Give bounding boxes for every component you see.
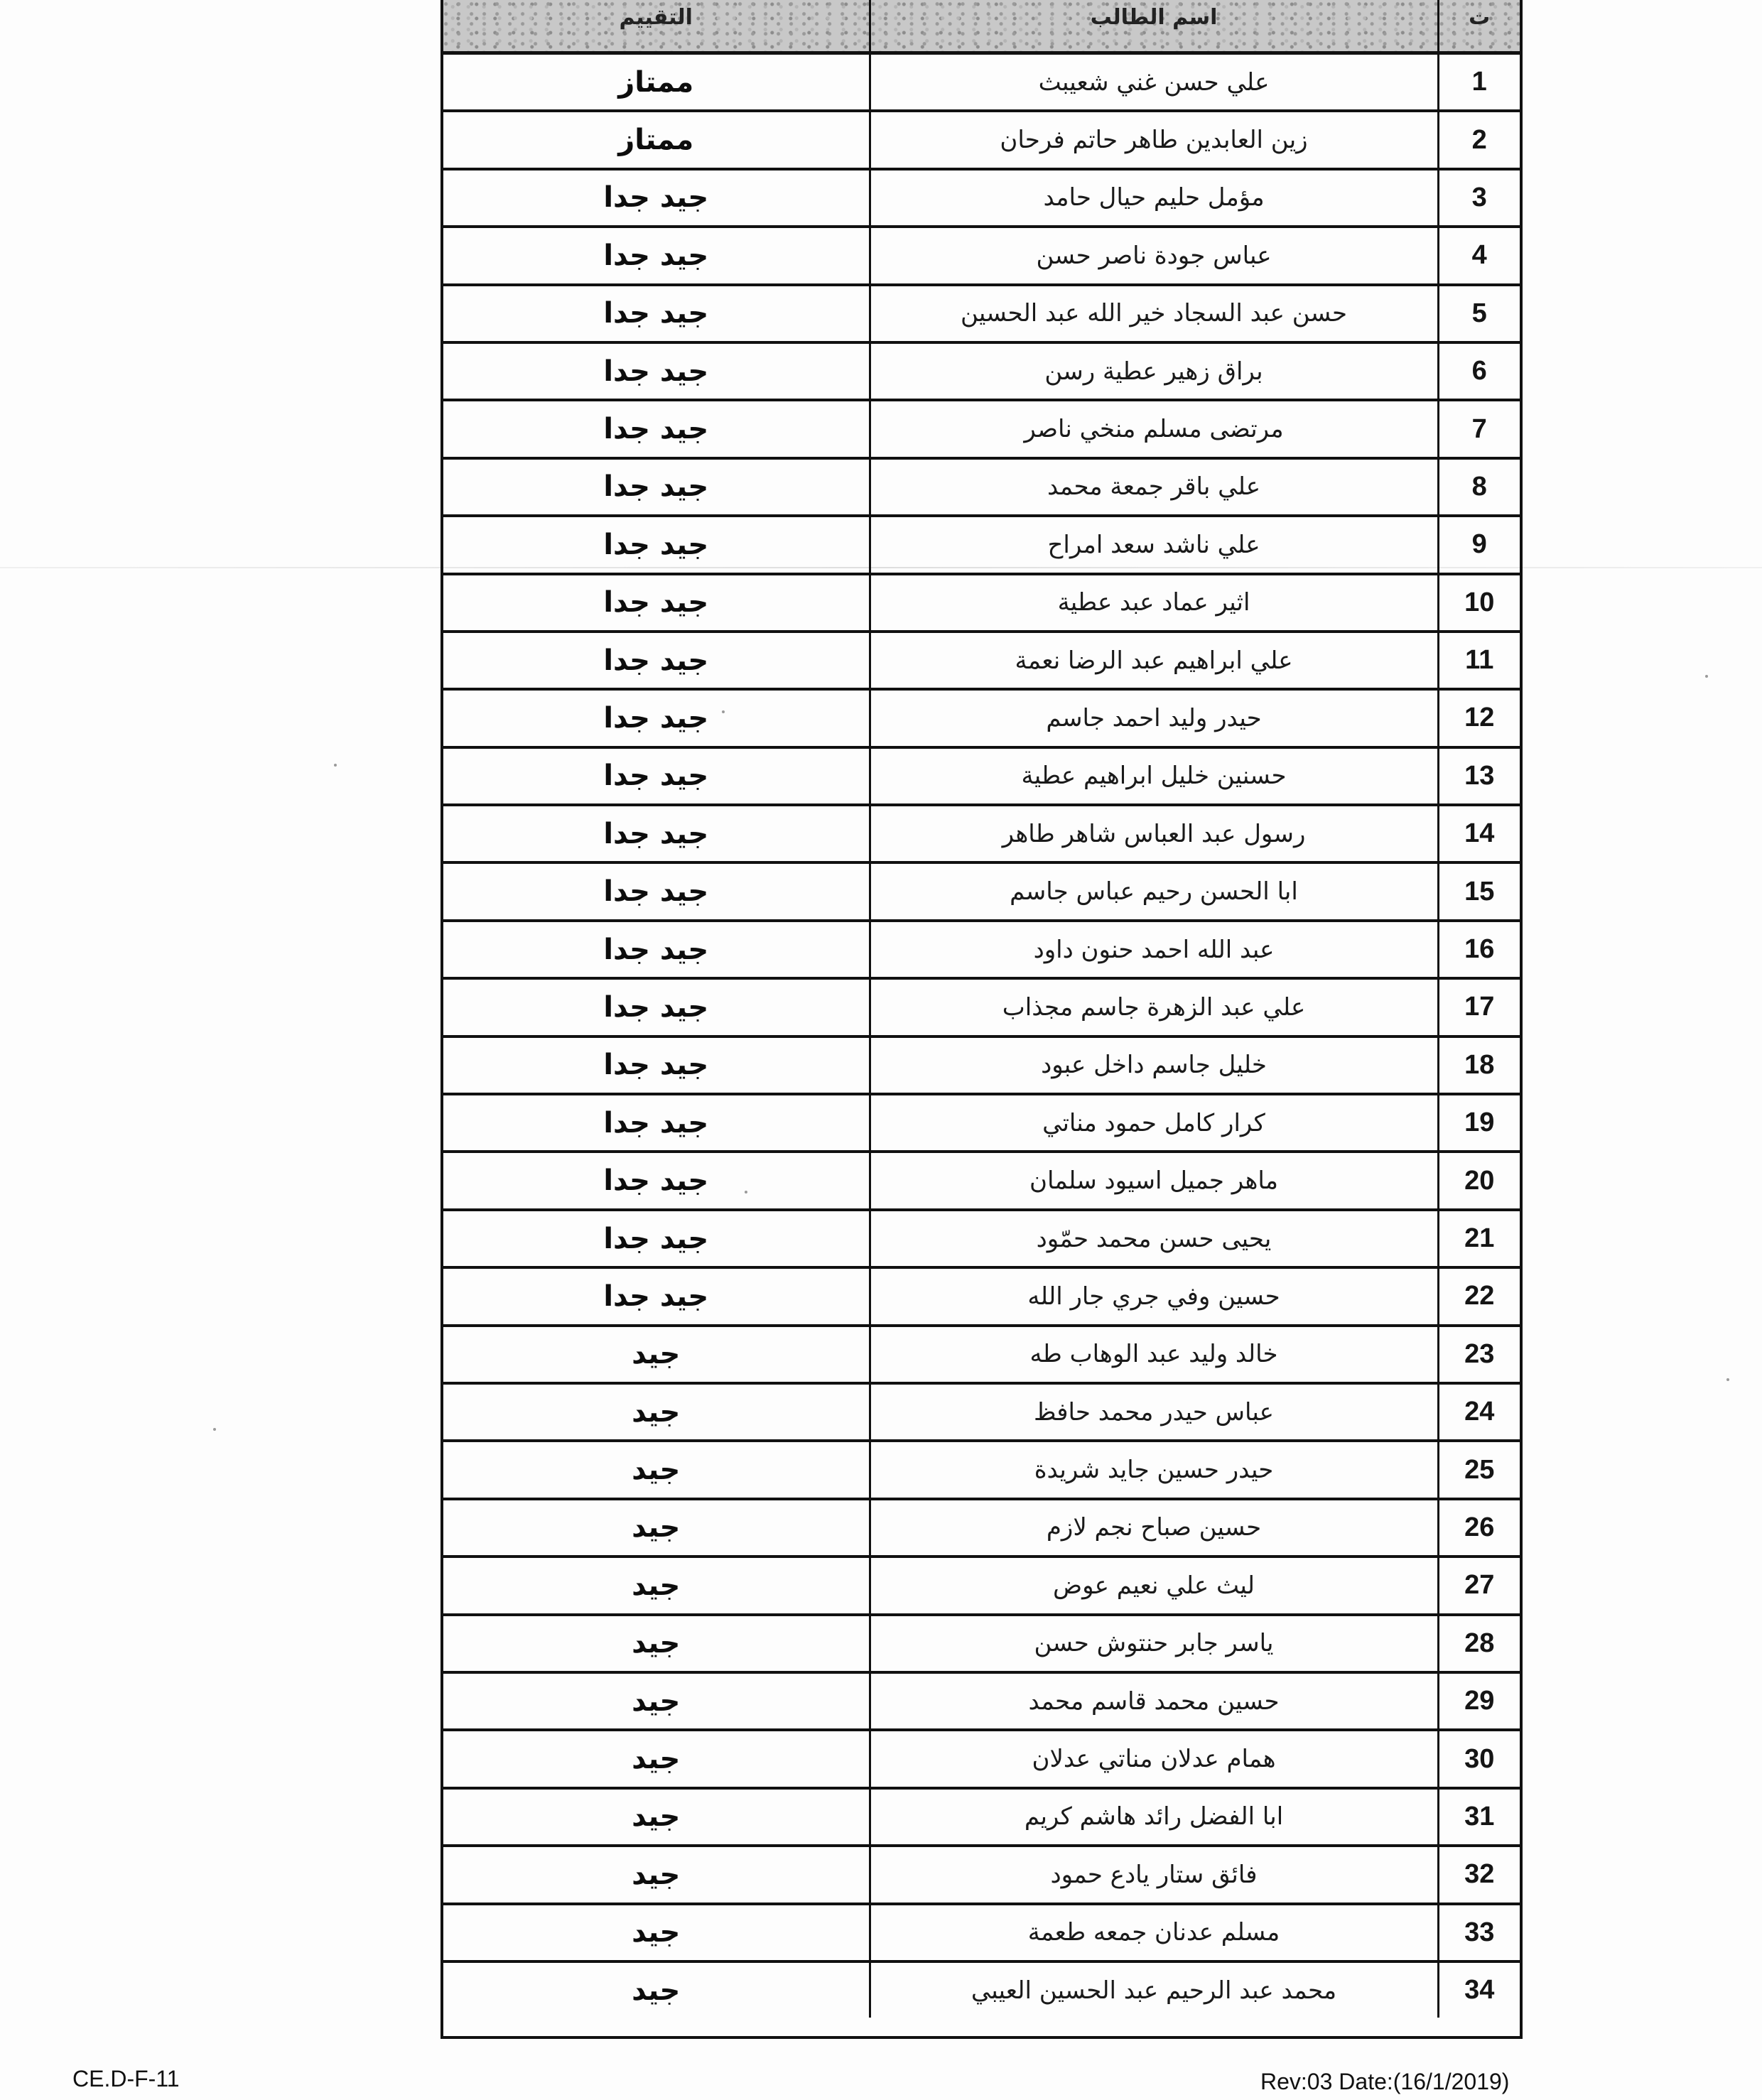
table-row xyxy=(443,1846,1520,1903)
table-row xyxy=(443,978,1520,1036)
row-number: 16 xyxy=(1438,921,1520,978)
row-number: 29 xyxy=(1438,1672,1520,1730)
student-name: كرار كامل حمود مناتي xyxy=(870,1094,1438,1152)
student-name: ليث علي نعيم عوض xyxy=(870,1557,1438,1614)
student-grade: جيد جدا xyxy=(443,978,870,1036)
student-grade: جيد جدا xyxy=(443,632,870,689)
table-row xyxy=(443,1961,1520,2018)
header-name: اسم الطالب xyxy=(870,0,1438,53)
header-grade: التقييم xyxy=(443,0,870,53)
scan-speck xyxy=(334,764,337,767)
student-name: اثير عماد عبد عطية xyxy=(870,574,1438,632)
student-grade: جيد xyxy=(443,1557,870,1614)
student-name: خالد وليد عبد الوهاب طه xyxy=(870,1326,1438,1383)
student-grade: ممتاز xyxy=(443,111,870,168)
row-number: 34 xyxy=(1438,1961,1520,2018)
table-row xyxy=(443,1672,1520,1730)
student-grade: جيد xyxy=(443,1499,870,1557)
student-name: عبد الله احمد حنون داود xyxy=(870,921,1438,978)
student-name: ياسر جابر حنتوش حسن xyxy=(870,1615,1438,1672)
scan-speck xyxy=(1705,675,1708,678)
row-number: 33 xyxy=(1438,1904,1520,1961)
student-grade: جيد جدا xyxy=(443,169,870,227)
student-name: علي باقر جمعة محمد xyxy=(870,458,1438,516)
row-number: 9 xyxy=(1438,516,1520,573)
student-name: ماهر جميل اسيود سلمان xyxy=(870,1152,1438,1209)
student-name: حسين محمد قاسم محمد xyxy=(870,1672,1438,1730)
table-row xyxy=(443,111,1520,168)
student-grade: جيد جدا xyxy=(443,1037,870,1094)
student-grade: جيد xyxy=(443,1788,870,1846)
student-grade: جيد جدا xyxy=(443,1267,870,1325)
student-name: خليل جاسم داخل عبود xyxy=(870,1037,1438,1094)
table-row xyxy=(443,689,1520,747)
table-row xyxy=(443,400,1520,458)
student-name: علي حسن غني شعيبث xyxy=(870,53,1438,112)
student-grade: جيد xyxy=(443,1441,870,1498)
row-number: 21 xyxy=(1438,1210,1520,1267)
student-name: مرتضى مسلم منخي ناصر xyxy=(870,400,1438,458)
row-number: 17 xyxy=(1438,978,1520,1036)
table-row xyxy=(443,1210,1520,1267)
table-body xyxy=(443,53,1520,2018)
table-row xyxy=(443,805,1520,862)
scan-speck xyxy=(213,1428,216,1431)
student-grade: جيد xyxy=(443,1904,870,1961)
row-number: 3 xyxy=(1438,169,1520,227)
table-row xyxy=(443,1788,1520,1846)
row-number: 1 xyxy=(1438,53,1520,112)
student-name: عباس جودة ناصر حسن xyxy=(870,227,1438,284)
table-row xyxy=(443,574,1520,632)
table-row xyxy=(443,632,1520,689)
row-number: 26 xyxy=(1438,1499,1520,1557)
row-number: 27 xyxy=(1438,1557,1520,1614)
scan-speck xyxy=(1726,1378,1729,1381)
student-name: مسلم عدنان جمعه طعمة xyxy=(870,1904,1438,1961)
table-row xyxy=(443,169,1520,227)
student-grade: جيد جدا xyxy=(443,574,870,632)
row-number: 22 xyxy=(1438,1267,1520,1325)
table-header-row xyxy=(443,0,1520,53)
student-name: زين العابدين طاهر حاتم فرحان xyxy=(870,111,1438,168)
grades-table xyxy=(443,0,1520,2018)
student-name: حسنين خليل ابراهيم عطية xyxy=(870,747,1438,805)
table-row xyxy=(443,1326,1520,1383)
student-grade: جيد جدا xyxy=(443,805,870,862)
student-name: حسين وفي جري جار الله xyxy=(870,1267,1438,1325)
student-name: حسن عبد السجاد خير الله عبد الحسين xyxy=(870,285,1438,342)
header-num: ت xyxy=(1438,0,1520,53)
table-row xyxy=(443,53,1520,112)
student-grade: جيد جدا xyxy=(443,747,870,805)
table-header xyxy=(443,0,1520,53)
student-name: براق زهير عطية رسن xyxy=(870,342,1438,400)
student-grade: جيد جدا xyxy=(443,862,870,920)
row-number: 6 xyxy=(1438,342,1520,400)
row-number: 12 xyxy=(1438,689,1520,747)
student-grade: جيد جدا xyxy=(443,516,870,573)
row-number: 18 xyxy=(1438,1037,1520,1094)
student-name: محمد عبد الرحيم عبد الحسين العيبي xyxy=(870,1961,1438,2018)
student-name: مؤمل حليم حيال حامد xyxy=(870,169,1438,227)
table-row xyxy=(443,227,1520,284)
student-name: علي ابراهيم عبد الرضا نعمة xyxy=(870,632,1438,689)
student-name: يحيى حسن محمد حمّود xyxy=(870,1210,1438,1267)
row-number: 11 xyxy=(1438,632,1520,689)
student-name: ابا الفضل رائد هاشم كريم xyxy=(870,1788,1438,1846)
student-grade: جيد جدا xyxy=(443,921,870,978)
table-row xyxy=(443,285,1520,342)
student-grade: جيد xyxy=(443,1730,870,1787)
student-grade: جيد xyxy=(443,1615,870,1672)
student-grade: جيد جدا xyxy=(443,342,870,400)
table-row xyxy=(443,1152,1520,1209)
student-grade: جيد جدا xyxy=(443,400,870,458)
row-number: 24 xyxy=(1438,1383,1520,1441)
row-number: 14 xyxy=(1438,805,1520,862)
student-grade: جيد xyxy=(443,1672,870,1730)
row-number: 10 xyxy=(1438,574,1520,632)
row-number: 4 xyxy=(1438,227,1520,284)
table-row xyxy=(443,1383,1520,1441)
table-row xyxy=(443,747,1520,805)
revision-date: Rev:03 Date:(16/1/2019) xyxy=(1260,2069,1510,2094)
grades-table-container xyxy=(440,0,1523,2039)
student-name: علي ناشد سعد امراح xyxy=(870,516,1438,573)
table-row xyxy=(443,1730,1520,1787)
row-number: 19 xyxy=(1438,1094,1520,1152)
student-grade: جيد جدا xyxy=(443,689,870,747)
student-name: همام عدلان مناتي عدلان xyxy=(870,1730,1438,1787)
student-name: فائق ستار يادع حمود xyxy=(870,1846,1438,1903)
table-row xyxy=(443,1557,1520,1614)
row-number: 28 xyxy=(1438,1615,1520,1672)
student-grade: جيد جدا xyxy=(443,285,870,342)
student-grade: جيد جدا xyxy=(443,227,870,284)
student-grade: جيد xyxy=(443,1383,870,1441)
student-grade: جيد جدا xyxy=(443,1094,870,1152)
row-number: 25 xyxy=(1438,1441,1520,1498)
table-row xyxy=(443,516,1520,573)
table-row xyxy=(443,342,1520,400)
student-grade: جيد جدا xyxy=(443,1210,870,1267)
table-row xyxy=(443,862,1520,920)
table-row xyxy=(443,458,1520,516)
table-row xyxy=(443,1904,1520,1961)
row-number: 23 xyxy=(1438,1326,1520,1383)
student-grade: جيد xyxy=(443,1846,870,1903)
row-number: 20 xyxy=(1438,1152,1520,1209)
student-name: حسين صباح نجم لازم xyxy=(870,1499,1438,1557)
student-name: علي عبد الزهرة جاسم مجذاب xyxy=(870,978,1438,1036)
student-grade: جيد جدا xyxy=(443,1152,870,1209)
row-number: 2 xyxy=(1438,111,1520,168)
student-grade: جيد xyxy=(443,1961,870,2018)
student-name: حيدر حسين جايد شريدة xyxy=(870,1441,1438,1498)
table-row xyxy=(443,1094,1520,1152)
row-number: 30 xyxy=(1438,1730,1520,1787)
student-name: عباس حيدر محمد حافظ xyxy=(870,1383,1438,1441)
row-number: 8 xyxy=(1438,458,1520,516)
table-row xyxy=(443,1499,1520,1557)
row-number: 13 xyxy=(1438,747,1520,805)
table-row xyxy=(443,1615,1520,1672)
row-number: 31 xyxy=(1438,1788,1520,1846)
row-number: 15 xyxy=(1438,862,1520,920)
table-row xyxy=(443,1267,1520,1325)
table-row xyxy=(443,1037,1520,1094)
table-row xyxy=(443,1441,1520,1498)
student-grade: ممتاز xyxy=(443,53,870,112)
student-name: حيدر وليد احمد جاسم xyxy=(870,689,1438,747)
row-number: 5 xyxy=(1438,285,1520,342)
row-number: 7 xyxy=(1438,400,1520,458)
student-grade: جيد جدا xyxy=(443,458,870,516)
student-grade: جيد xyxy=(443,1326,870,1383)
student-name: ابا الحسن رحيم عباس جاسم xyxy=(870,862,1438,920)
student-name: رسول عبد العباس شاهر طاهر xyxy=(870,805,1438,862)
table-row xyxy=(443,921,1520,978)
row-number: 32 xyxy=(1438,1846,1520,1903)
form-code: CE.D-F-11 xyxy=(72,2066,180,2091)
